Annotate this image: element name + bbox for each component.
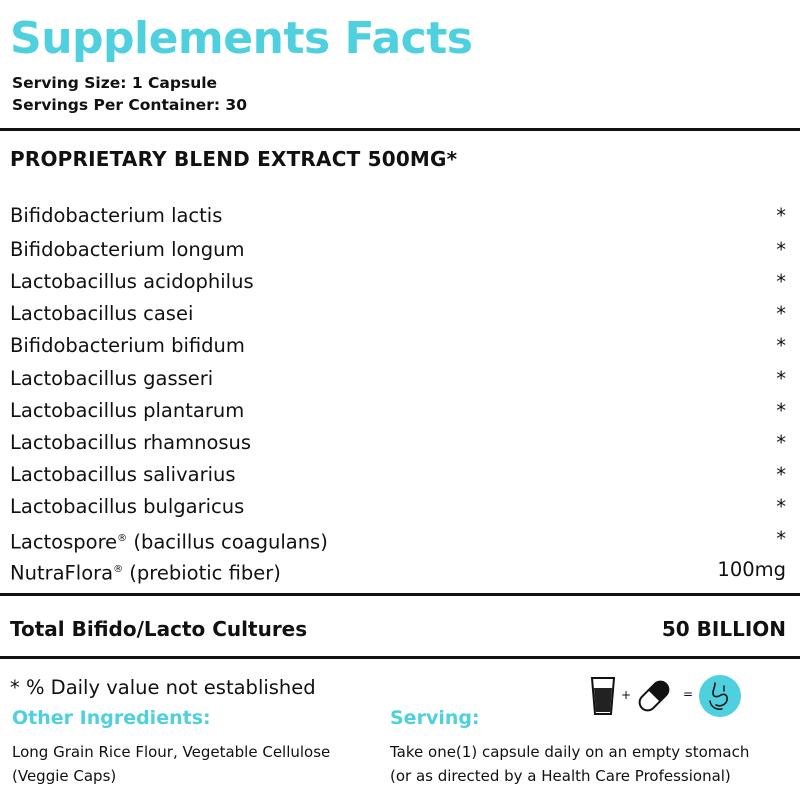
ingredient-name-detail: (prebiotic fiber) <box>123 561 281 585</box>
daily-value-footnote: * % Daily value not established <box>10 676 316 699</box>
ingredient-name-text: Lactobacillus salivarius <box>10 463 236 486</box>
ingredient-row <box>0 266 800 298</box>
ingredient-name-text: NutraFlora <box>10 561 114 585</box>
ingredient-name-text: Bifidobacterium longum <box>10 238 245 261</box>
other-ingredients-text <box>12 740 330 788</box>
blend-header: PROPRIETARY BLEND EXTRACT 500MG* <box>10 147 458 171</box>
ingredient-row <box>0 298 800 330</box>
ingredient-name <box>10 363 213 395</box>
ingredient-name <box>10 200 222 232</box>
serving-text <box>390 740 749 788</box>
ingredient-amount: * <box>776 495 786 518</box>
ingredient-name-text: Lactospore <box>10 530 118 554</box>
ingredient-row <box>0 523 800 555</box>
water-glass-icon <box>590 676 616 716</box>
ingredient-name-text: Bifidobacterium bifidum <box>10 334 245 357</box>
ingredient-name-detail: (bacillus coagulans) <box>127 530 328 554</box>
capsule-icon <box>634 676 674 716</box>
ingredient-name-text: Lactobacillus acidophilus <box>10 270 254 293</box>
divider-bottom <box>0 656 800 659</box>
divider-top <box>0 128 800 131</box>
ingredient-row <box>0 427 800 459</box>
ingredient-name <box>10 395 244 427</box>
ingredient-row <box>0 459 800 491</box>
serving-line-1: Take one(1) capsule daily on an empty stomach <box>390 743 750 761</box>
registered-mark: ® <box>113 564 124 575</box>
registered-mark: ® <box>117 533 128 544</box>
serving-size: Serving Size: 1 Capsule <box>12 74 218 92</box>
ingredient-row <box>0 363 800 395</box>
ingredient-name <box>10 266 254 298</box>
ingredient-row <box>0 200 800 232</box>
other-ingredients-line-1: Long Grain Rice Flour, Vegetable Cellulose <box>12 743 331 761</box>
ingredient-row <box>0 491 800 523</box>
ingredient-row <box>0 234 800 266</box>
ingredient-name <box>10 459 236 491</box>
ingredient-name-text: Lactobacillus bulgaricus <box>10 495 245 518</box>
divider-middle <box>0 593 800 596</box>
total-label: Total Bifido/Lacto Cultures <box>10 617 308 641</box>
ingredient-name <box>10 330 245 362</box>
ingredient-row <box>0 554 800 586</box>
ingredient-name <box>10 554 281 590</box>
stomach-icon <box>698 674 742 718</box>
ingredient-name-text: Lactobacillus gasseri <box>10 367 214 390</box>
ingredient-amount: * <box>776 367 786 390</box>
other-ingredients-heading: Other Ingredients: <box>12 707 211 729</box>
dosage-icons <box>590 672 750 722</box>
servings-per-container: Servings Per Container: 30 <box>12 96 247 114</box>
total-row <box>0 612 800 646</box>
ingredient-name-text: Lactobacillus rhamnosus <box>10 431 252 454</box>
ingredient-amount: * <box>776 463 786 486</box>
ingredient-name <box>10 234 245 266</box>
plus-sign: + <box>621 688 632 702</box>
total-value: 50 BILLION <box>661 617 786 641</box>
ingredient-amount: * <box>776 204 786 227</box>
equals-sign: = <box>683 687 694 701</box>
ingredient-name <box>10 491 244 523</box>
serving-heading: Serving: <box>390 707 480 729</box>
ingredient-amount: * <box>776 334 786 357</box>
ingredient-amount: * <box>776 399 786 422</box>
ingredient-name-text: Lactobacillus plantarum <box>10 399 245 422</box>
ingredient-amount: * <box>776 527 786 550</box>
ingredient-amount: * <box>776 270 786 293</box>
ingredient-name-text: Bifidobacterium lactis <box>10 204 223 227</box>
ingredient-amount: * <box>776 302 786 325</box>
ingredient-amount: 100mg <box>717 558 786 581</box>
ingredient-row <box>0 330 800 362</box>
ingredient-name <box>10 298 193 330</box>
ingredient-row <box>0 395 800 427</box>
ingredient-amount: * <box>776 238 786 261</box>
ingredient-name-text: Lactobacillus casei <box>10 302 194 325</box>
serving-line-2: (or as directed by a Health Care Professional) <box>390 767 731 785</box>
ingredient-amount: * <box>776 431 786 454</box>
ingredient-name <box>10 427 251 459</box>
other-ingredients-line-2: (Veggie Caps) <box>12 767 117 785</box>
page-title: Supplements Facts <box>10 13 473 64</box>
